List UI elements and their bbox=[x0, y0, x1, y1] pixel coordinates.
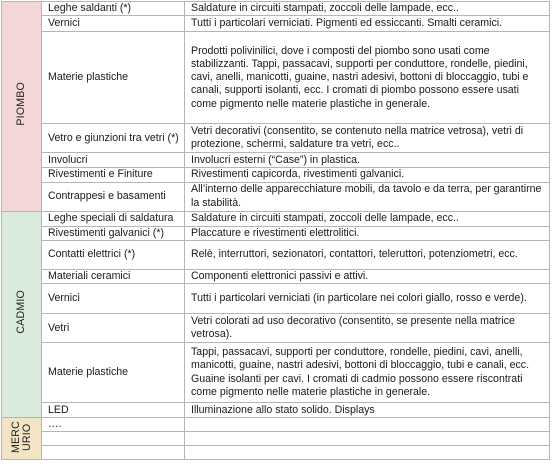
category-cell: Rivestimenti galvanici (*) bbox=[42, 226, 185, 240]
description-cell: Componenti elettronici passivi e attivi. bbox=[185, 269, 550, 283]
category-cell: Contrappesi e basamenti bbox=[42, 182, 185, 211]
category-cell: Vernici bbox=[42, 284, 185, 314]
group-label-text: PIOMBO bbox=[14, 82, 27, 126]
category-cell: Vetro e giunzioni tra vetri (*) bbox=[42, 124, 185, 153]
description-cell bbox=[185, 432, 550, 446]
group-label-mercurio bbox=[2, 418, 42, 460]
group-label-piombo bbox=[2, 2, 42, 212]
category-cell bbox=[42, 446, 185, 460]
group-label-cadmio bbox=[2, 211, 42, 418]
table-row bbox=[2, 211, 550, 226]
table-row bbox=[2, 403, 550, 418]
group-label-text: MERC URIO bbox=[9, 420, 33, 453]
description-cell: Prodotti polivinilici, dove i composti del piombo sono usati come stabilizzanti. Tappi, passacavi, supporti per conduttore, rondelle, piedini, cavi, anelli, manicotti, guaine, nastri adesivi, bottoni di bloccaggio, tubi e canali, supporti isolanti, ecc. I cromati di piombo possono essere usati come pigmento nelle materie plastiche in generale. bbox=[185, 32, 550, 124]
table-row bbox=[2, 314, 550, 343]
table-row bbox=[2, 124, 550, 153]
table-row bbox=[2, 226, 550, 240]
category-cell bbox=[42, 432, 185, 446]
table-row bbox=[2, 446, 550, 460]
description-cell: Relè, interruttori, sezionatori, contattori, teleruttori, potenziometri, ecc. bbox=[185, 240, 550, 269]
description-cell: Illuminazione allo stato solido. Displays bbox=[185, 403, 550, 418]
table-row bbox=[2, 343, 550, 403]
table-row bbox=[2, 240, 550, 269]
description-cell: All’interno delle apparecchiature mobili, da tavolo e da terra, per garantirne la stabilità. bbox=[185, 182, 550, 211]
category-cell: Leghe speciali di saldatura bbox=[42, 211, 185, 226]
table-row bbox=[2, 2, 550, 16]
table-row bbox=[2, 284, 550, 314]
category-cell: Materiali ceramici bbox=[42, 269, 185, 283]
description-cell: Involucri esterni (“Case”) in plastica. bbox=[185, 153, 550, 168]
table-row bbox=[2, 168, 550, 182]
description-cell: Rivestimenti capicorda, rivestimenti galvanici. bbox=[185, 168, 550, 182]
category-cell: Leghe saldanti (*) bbox=[42, 2, 185, 16]
description-cell: Tutti i particolari verniciati (in particolare nei colori giallo, rosso e verde). bbox=[185, 284, 550, 314]
description-cell: Placcature e rivestimenti elettrolitici. bbox=[185, 226, 550, 240]
category-cell: Rivestimenti e Finiture bbox=[42, 168, 185, 182]
table-row bbox=[2, 418, 550, 432]
table-row bbox=[2, 32, 550, 124]
description-cell: Tutti i particolari verniciati. Pigmenti ed essiccanti. Smalti ceramici. bbox=[185, 16, 550, 32]
table-row bbox=[2, 153, 550, 168]
category-cell: Contatti elettrici (*) bbox=[42, 240, 185, 269]
category-cell: …. bbox=[42, 418, 185, 432]
description-cell: Vetri colorati ad uso decorativo (consentito, se presente nella matrice vetrosa). bbox=[185, 314, 550, 343]
table-row bbox=[2, 16, 550, 32]
category-cell: Materie plastiche bbox=[42, 32, 185, 124]
category-cell: Involucri bbox=[42, 153, 185, 168]
table-row bbox=[2, 432, 550, 446]
category-cell: Vernici bbox=[42, 16, 185, 32]
description-cell: Tappi, passacavi, supporti per conduttore, rondelle, piedini, cavi, anelli, manicotti, guaine, nastri adesivi, bottoni di bloccaggio, tubi e canali, ecc. Guaine isolanti per cavi. I cromati di cadmio possono essere riscontrati come pigmento nelle materie plastiche in generale. bbox=[185, 343, 550, 403]
description-cell: Saldature in circuiti stampati, zoccoli delle lampade, ecc.. bbox=[185, 2, 550, 16]
description-cell: Saldature in circuiti stampati, zoccoli delle lampade, ecc.. bbox=[185, 211, 550, 226]
table-row bbox=[2, 269, 550, 283]
description-cell bbox=[185, 446, 550, 460]
category-cell: LED bbox=[42, 403, 185, 418]
description-cell: Vetri decorativi (consentito, se contenuto nella matrice vetrosa), vetri di protezione, schermi, saldature tra vetri, ecc.. bbox=[185, 124, 550, 153]
description-cell bbox=[185, 418, 550, 432]
category-cell: Vetri bbox=[42, 314, 185, 343]
category-cell: Materie plastiche bbox=[42, 343, 185, 403]
table-row bbox=[2, 182, 550, 211]
substances-table bbox=[1, 1, 550, 460]
group-label-text: CADMIO bbox=[14, 290, 27, 335]
